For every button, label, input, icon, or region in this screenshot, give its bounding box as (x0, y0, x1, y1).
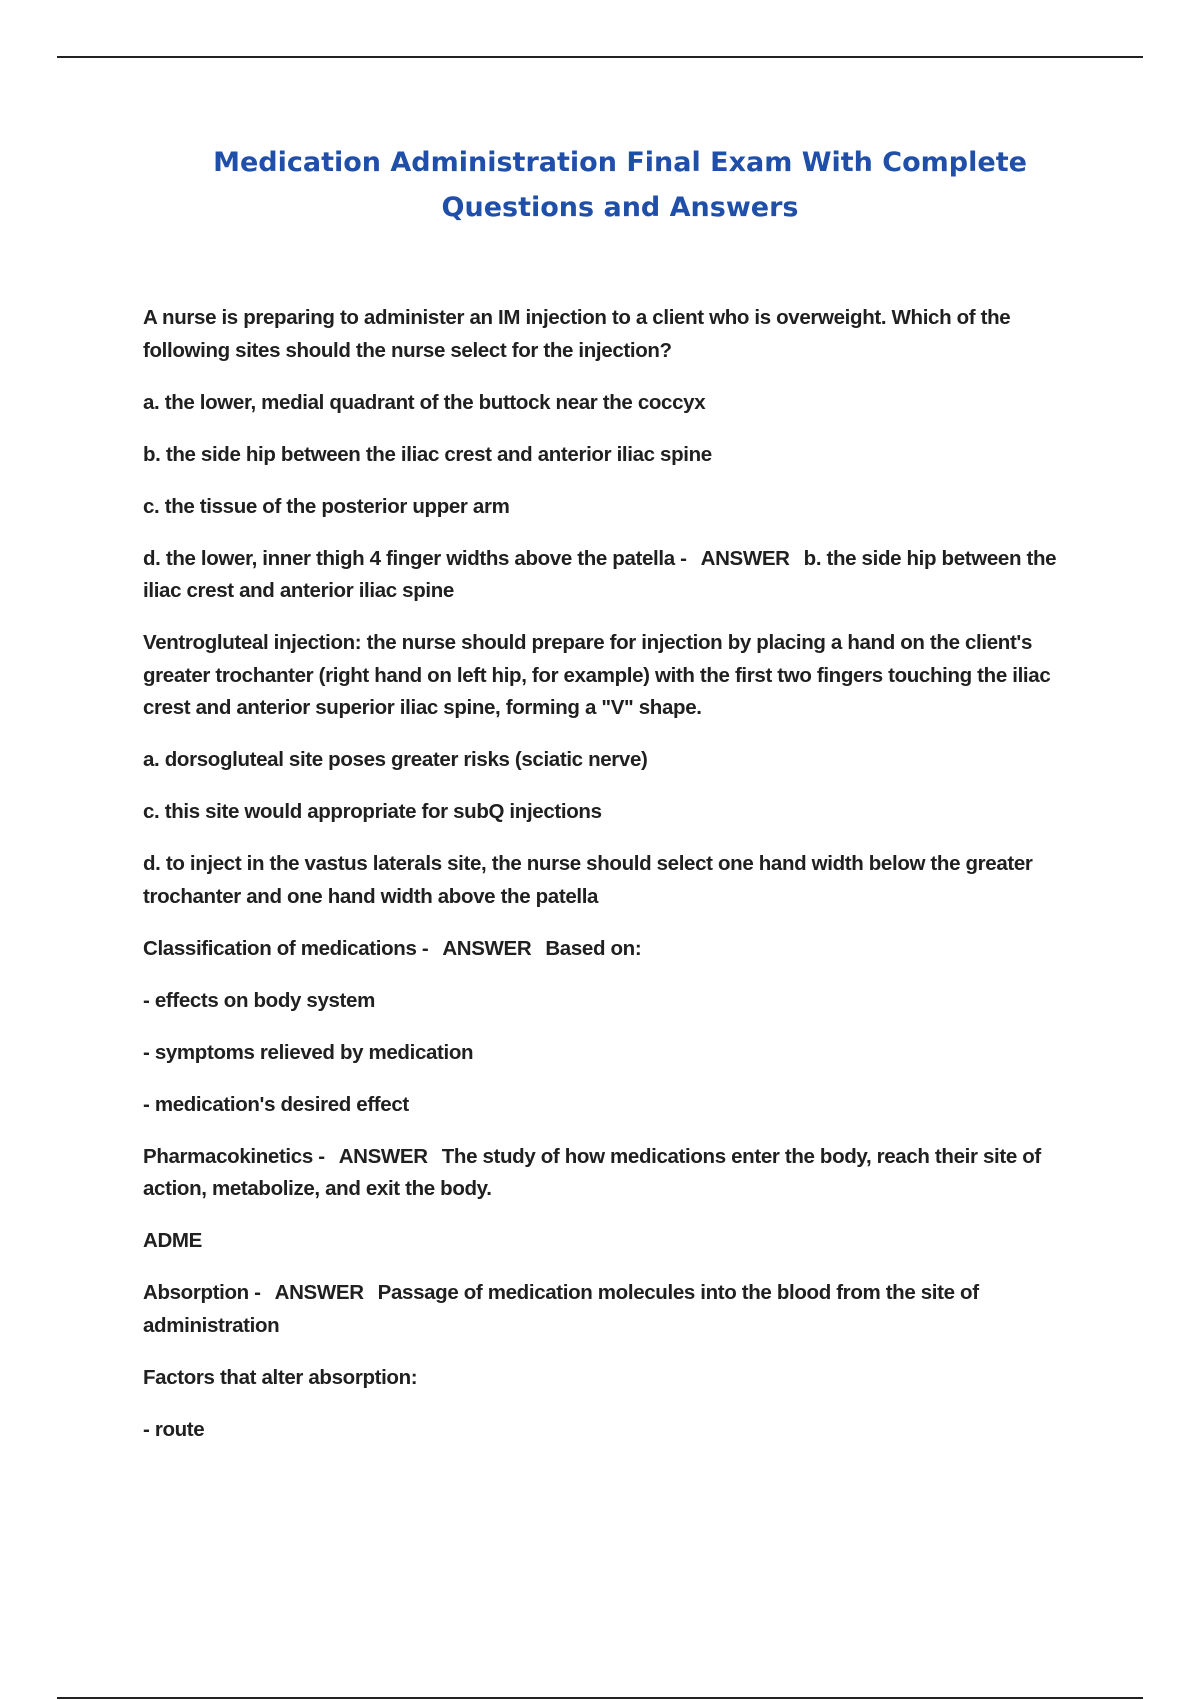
document-title (150, 140, 1090, 230)
bottom-rule (57, 1697, 1143, 1699)
answer-label: ANSWER (274, 1281, 364, 1304)
answer-text: Based on: (545, 936, 642, 960)
absorption-entry (143, 1277, 1083, 1342)
question-stem: A nurse is preparing to administer an IM injection to a client who is overweight. Which of the following sites should the nurse select for the injection? (143, 306, 1011, 362)
term-text: Classification of medications - (143, 936, 429, 960)
rationale-a: a. dorsogluteal site poses greater risks (sciatic nerve) (143, 748, 648, 771)
answer-text: The study of how medications enter the body, reach their site of action, metabolize, and exit the body. (143, 1144, 1041, 1200)
bullet-item: - effects on body system (143, 988, 375, 1012)
bullet-item: - medication's desired effect (143, 1092, 409, 1116)
answer-text: b. the side hip between the iliac crest and anterior iliac spine (143, 546, 1057, 602)
bullet-item: - route (143, 1417, 205, 1441)
title-line-2: Questions and Answers (441, 192, 799, 223)
document-body (143, 302, 1083, 1466)
classification-entry (143, 933, 1083, 966)
title-line-1: Medication Administration Final Exam With Complete (213, 147, 1027, 178)
pharmacokinetics-entry (143, 1141, 1083, 1206)
rationale-d: d. to inject in the vastus laterals site, the nurse should select one hand width below the greater trochanter and one hand width above the patella (143, 852, 1033, 908)
answer-label: ANSWER (338, 1144, 428, 1168)
option-d-text: d. the lower, inner thigh 4 finger widths above the patella - (143, 546, 687, 570)
option-c: c. the tissue of the posterior upper arm (143, 494, 510, 518)
term-text: Absorption - (143, 1281, 261, 1304)
factors-heading: Factors that alter absorption: (143, 1365, 418, 1389)
rationale-ventrogluteal: Ventrogluteal injection: the nurse should prepare for injection by placing a hand on the client's greater trochanter (right hand on left hip, for example) with the first two fingers touching the iliac crest and anterior superior iliac spine, forming a "V" shape. (143, 631, 1051, 719)
option-d-with-answer (143, 543, 1083, 608)
rationale-c: c. this site would appropriate for subQ injections (143, 800, 602, 823)
option-a: a. the lower, medial quadrant of the buttock near the coccyx (143, 390, 706, 414)
answer-text: Passage of medication molecules into the blood from the site of administration (143, 1281, 979, 1337)
term-text: Pharmacokinetics - (143, 1144, 325, 1168)
option-b: b. the side hip between the iliac crest and anterior iliac spine (143, 442, 712, 466)
adme-heading: ADME (143, 1229, 202, 1252)
top-rule (57, 56, 1143, 58)
bullet-item: - symptoms relieved by medication (143, 1040, 474, 1064)
answer-label: ANSWER (442, 936, 532, 960)
answer-label: ANSWER (700, 546, 790, 570)
